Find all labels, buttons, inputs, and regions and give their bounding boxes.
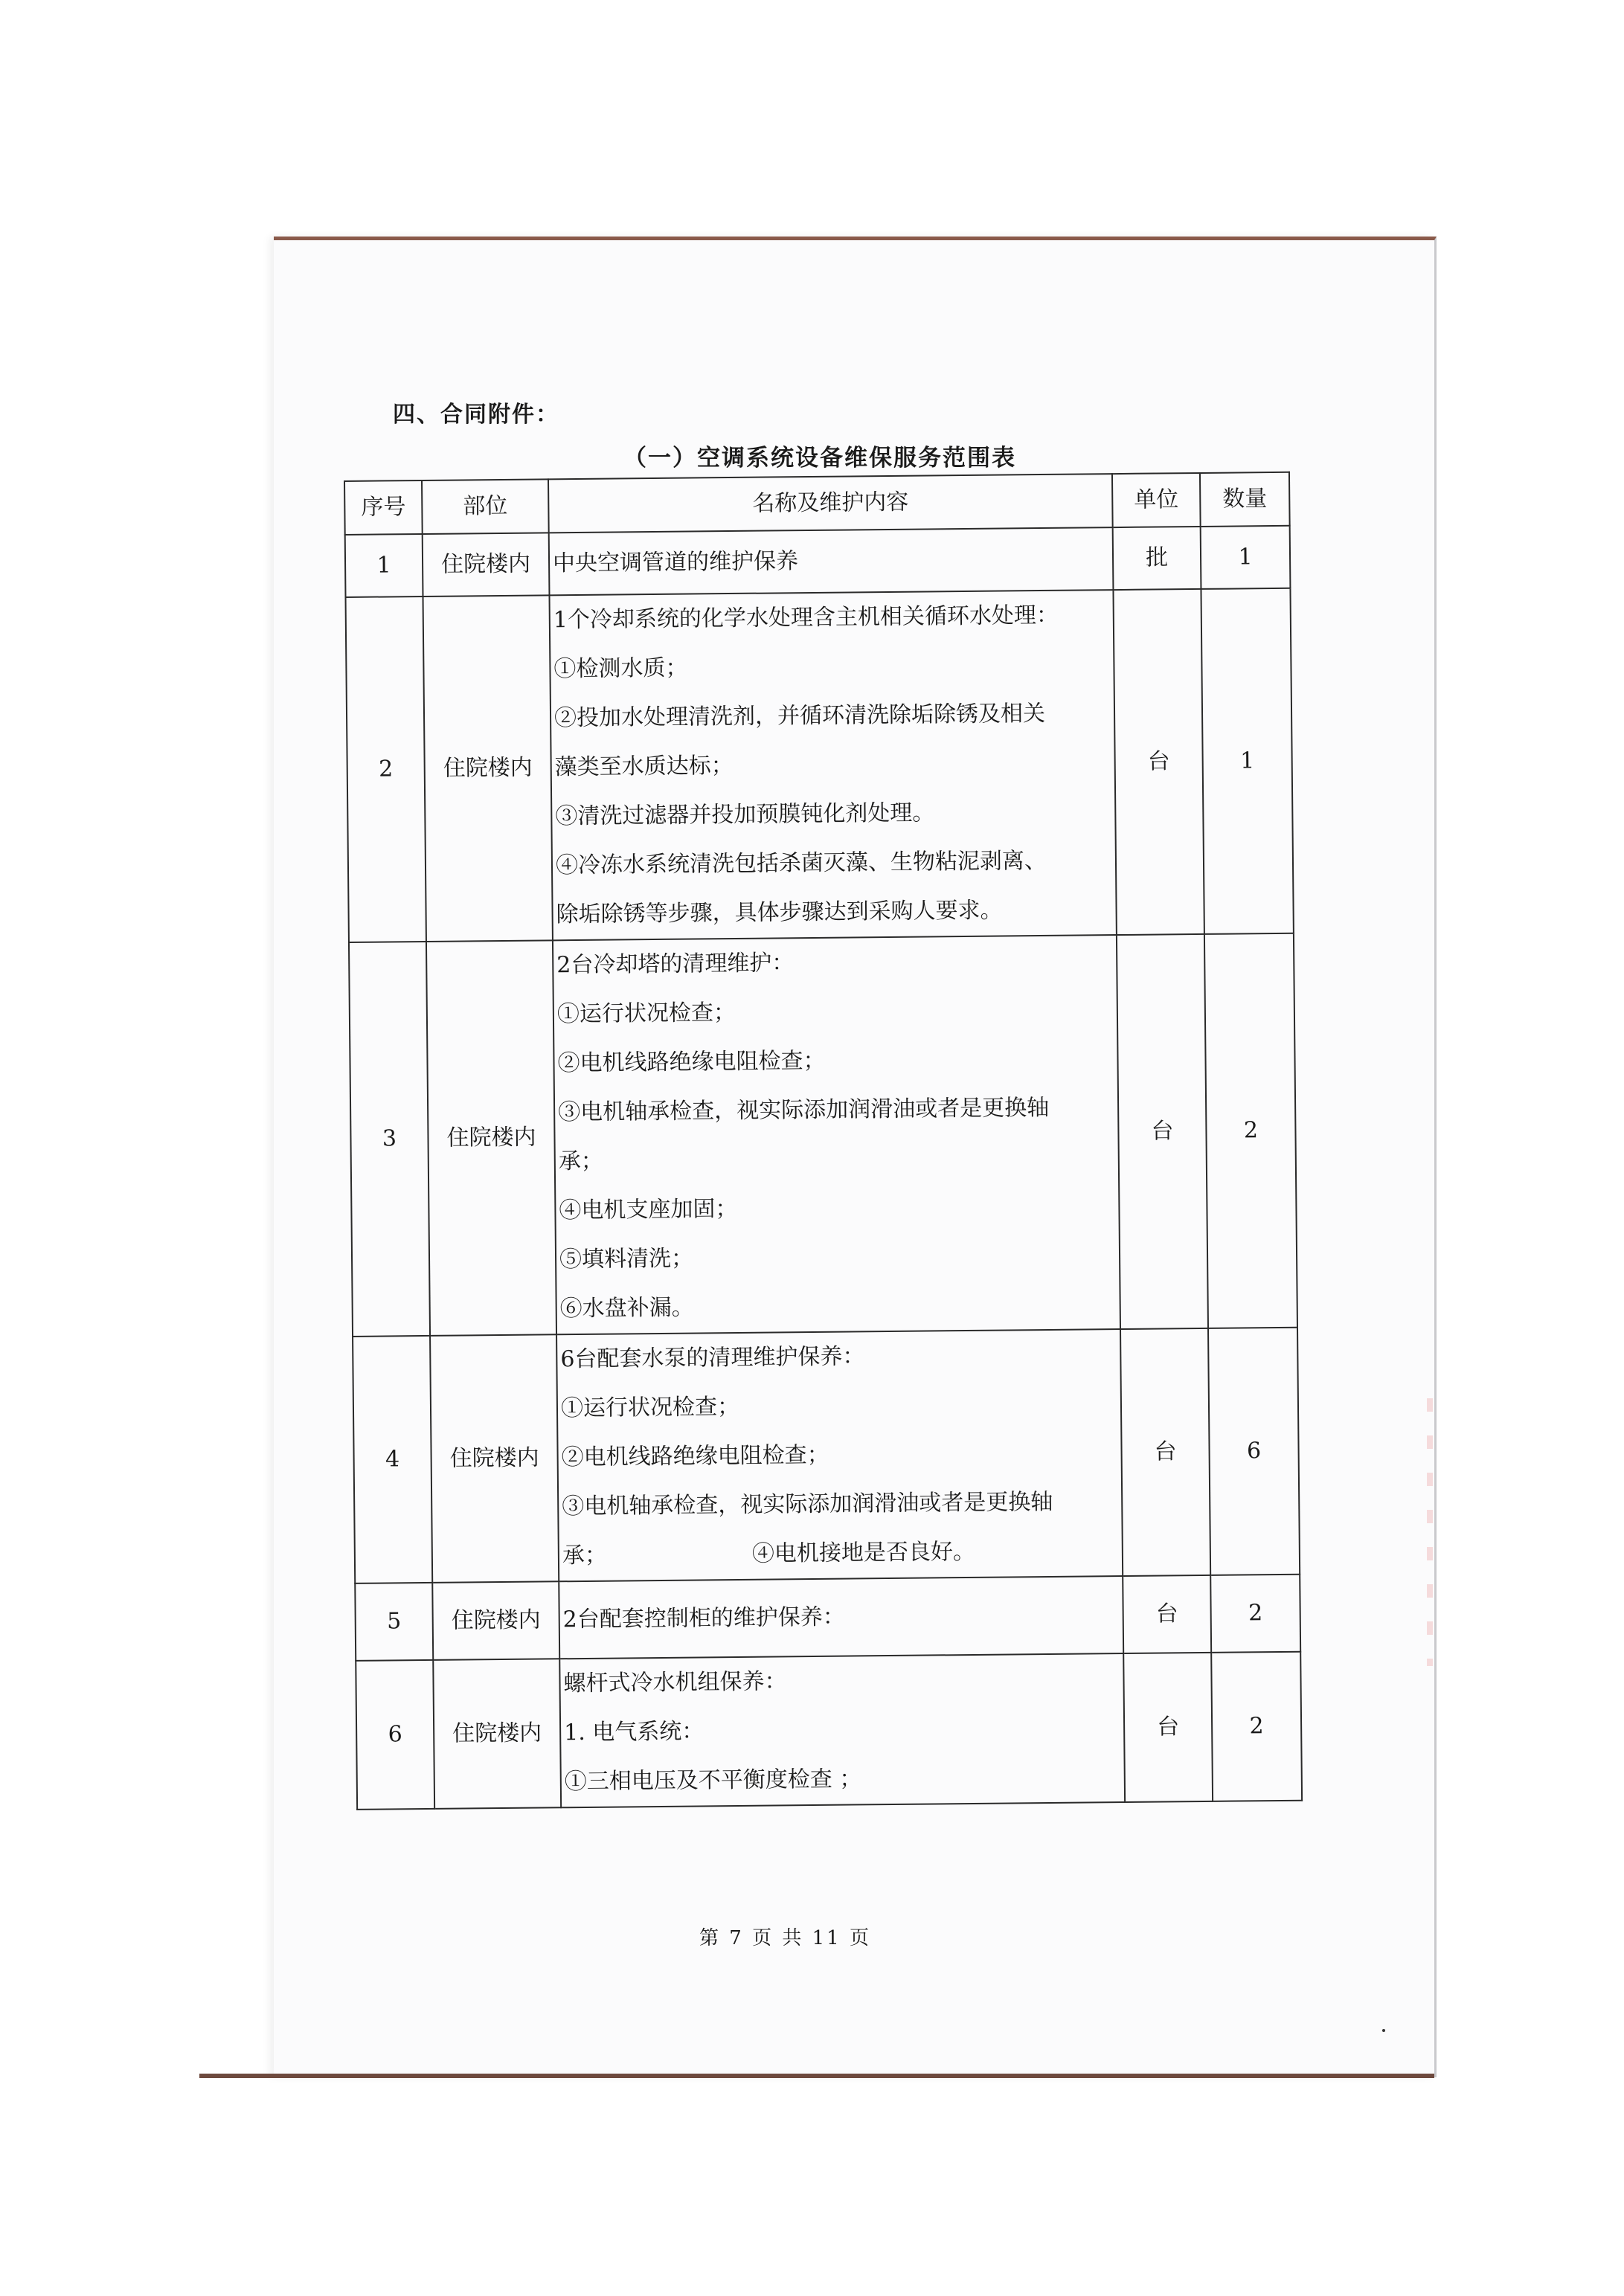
row-qty: 1: [1201, 588, 1293, 934]
table-row: [353, 1328, 1300, 1583]
content-line: 6台配套水泵的清理维护保养：: [560, 1343, 865, 1373]
row-unit: 台: [1117, 934, 1208, 1329]
table-row: [346, 588, 1294, 942]
content-line: ①运行状况检查；: [560, 1393, 740, 1422]
row-no: 5: [355, 1583, 433, 1661]
content-line: ③电机轴承检查，视实际添加润滑油或者是更换轴: [562, 1488, 1053, 1520]
row-no: 4: [353, 1336, 432, 1583]
row-unit: 台: [1123, 1575, 1211, 1653]
content-line: ③电机轴承检查，视实际添加润滑油或者是更换轴: [558, 1094, 1050, 1126]
row-qty: 2: [1211, 1652, 1302, 1801]
content-line: 藻类至水质达标；: [554, 752, 734, 781]
table-header-row: [344, 472, 1290, 535]
content-line: 1个冷却系统的化学水处理含主机相关循环水处理：: [553, 602, 1059, 634]
content-line: 螺杆式冷水机组保养：: [563, 1668, 787, 1697]
row-qty: 1: [1201, 526, 1291, 589]
content-line: 承；: [558, 1148, 603, 1175]
row-no: 1: [345, 534, 423, 597]
content-line: 承； ④电机接地是否良好。: [562, 1538, 976, 1569]
content-line: ⑥水盘补漏。: [559, 1294, 694, 1322]
row-location: 住院楼内: [432, 1581, 559, 1660]
speck-mark: [1382, 2029, 1385, 2032]
header-unit: 单位: [1112, 473, 1201, 527]
row-qty: 2: [1210, 1575, 1300, 1653]
content-line: ①运行状况检查；: [556, 999, 736, 1028]
row-content: [559, 1576, 1123, 1659]
table-row: [345, 526, 1291, 597]
row-location: 住院楼内: [426, 940, 556, 1336]
row-unit: 台: [1113, 589, 1204, 935]
row-no: 2: [346, 596, 426, 942]
content-line: ④电机支座加固；: [559, 1195, 738, 1224]
section-heading: 四、合同附件：: [393, 402, 559, 428]
content-line: ②电机线路绝缘电阻检查；: [557, 1047, 826, 1077]
header-qty: 数量: [1200, 472, 1290, 527]
row-no: 6: [356, 1660, 434, 1810]
header-content: 名称及维护内容: [548, 474, 1113, 533]
table-row: [356, 1652, 1302, 1810]
row-location: 住院楼内: [423, 533, 550, 596]
header-no: 序号: [344, 480, 423, 535]
row-no: 3: [349, 942, 430, 1337]
row-qty: 6: [1208, 1328, 1300, 1575]
row-location: 住院楼内: [430, 1334, 559, 1583]
paper-bottom-edge: [199, 2074, 1434, 2078]
content-line: ③清洗过滤器并投加预膜钝化剂处理。: [555, 800, 935, 830]
row-unit: 台: [1120, 1328, 1210, 1576]
content-line: 中央空调管道的维护保养: [552, 548, 799, 577]
content-line: 2台配套控制柜的维护保养：: [562, 1604, 845, 1633]
row-content: [553, 935, 1120, 1334]
table-row: [349, 933, 1297, 1337]
row-content: [549, 527, 1114, 595]
row-location: 住院楼内: [423, 595, 553, 942]
row-content: [559, 1653, 1125, 1807]
content-line: ②投加水处理清洗剂，并循环清洗除垢除锈及相关: [553, 700, 1046, 732]
content-line: ②电机线路绝缘电阻检查；: [561, 1441, 829, 1471]
table-row: [355, 1575, 1300, 1661]
content-line: 1. 电气系统：: [564, 1718, 705, 1746]
content-line: ⑤填料清洗；: [559, 1245, 694, 1273]
row-location: 住院楼内: [433, 1659, 561, 1809]
row-unit: 台: [1123, 1653, 1213, 1802]
row-content: [556, 1329, 1123, 1581]
row-content: [549, 590, 1116, 940]
header-location: 部位: [422, 479, 549, 534]
content-line: ①三相电压及不平衡度检查 ；: [564, 1766, 862, 1795]
row-qty: 2: [1204, 933, 1297, 1328]
maintenance-scope-table: [344, 472, 1303, 1810]
content-line: ④冷冻水系统清洗包括杀菌灭藻、生物粘泥剥离、: [555, 847, 1047, 879]
content-line: 2台冷却塔的清理维护：: [556, 950, 795, 979]
content-line: ①检测水质；: [553, 655, 688, 683]
table-caption: （一）空调系统设备维保服务范围表: [623, 445, 1016, 472]
content-line: 除垢除锈等步骤，具体步骤达到采购人要求。: [556, 897, 1003, 928]
page-footer: 第 7 页 共 11 页: [699, 1927, 871, 1949]
row-unit: 批: [1113, 527, 1201, 590]
seal-edge-mark: [1427, 1398, 1433, 1666]
